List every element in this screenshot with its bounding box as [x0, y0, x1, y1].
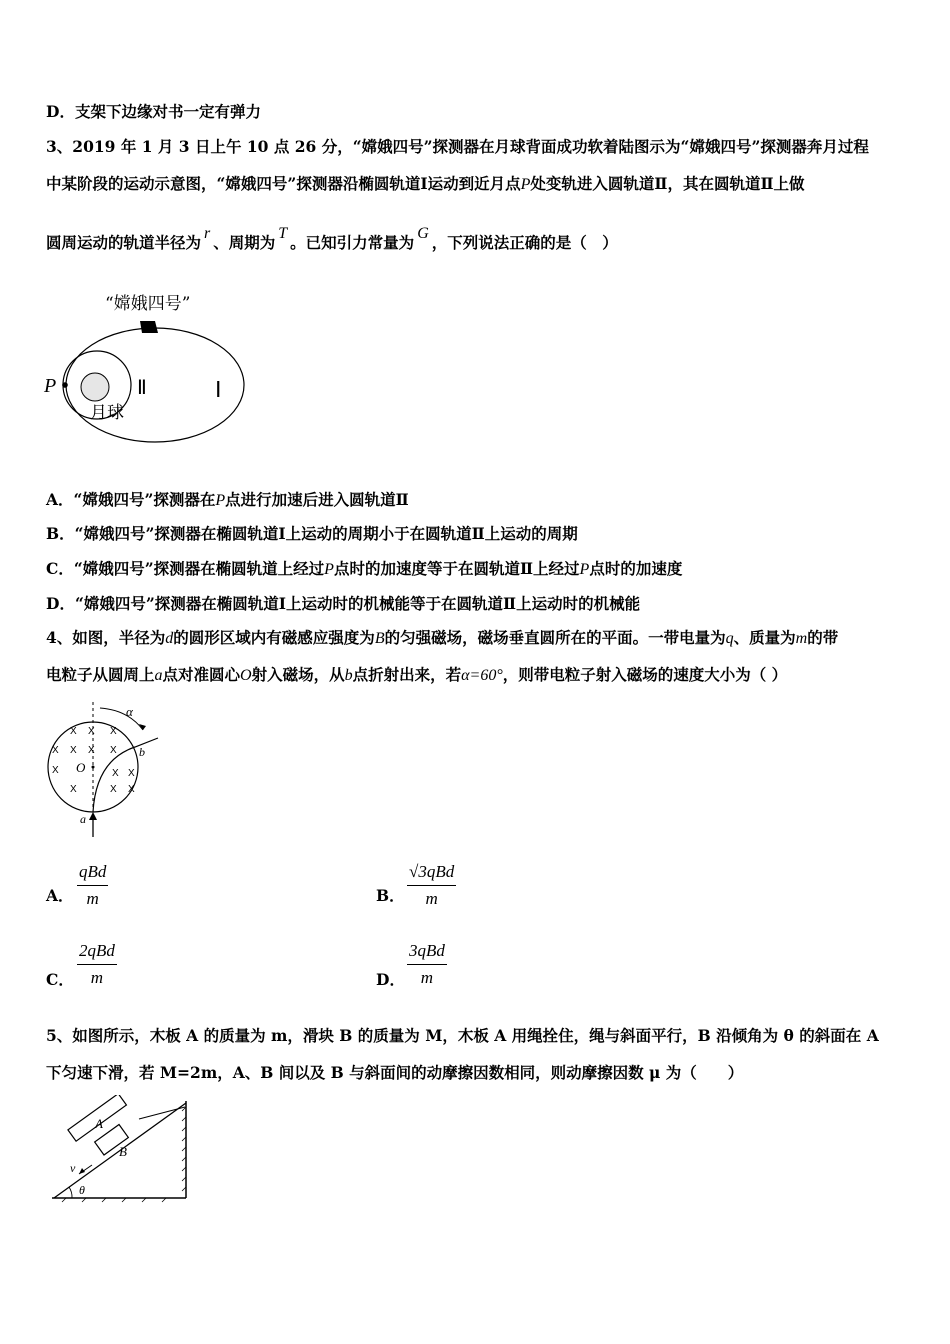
center-dot	[92, 766, 95, 769]
q5-stem-line2: 下匀速下滑，若 M=2m，A、B 间以及 B 与斜面间的动摩擦因数相同，则动摩擦因数 μ 为（ ）	[46, 1063, 744, 1082]
particle-path	[93, 738, 158, 812]
q3-orbit-figure	[40, 285, 260, 460]
var-p: P	[520, 176, 531, 193]
rope-line	[139, 1107, 185, 1119]
point-a-label: a	[80, 812, 86, 826]
theta-label: θ	[79, 1183, 85, 1197]
field-x-mark: X	[52, 765, 59, 776]
field-x-mark: X	[88, 745, 95, 756]
q4-option-a-label: A．	[46, 886, 74, 905]
q4-option-b-label: B．	[376, 886, 405, 905]
var-t: T	[278, 225, 288, 242]
field-x-mark: X	[70, 745, 77, 756]
field-x-mark: X	[70, 784, 77, 795]
q4-stem-line2: 电粒子从圆周上a点对准圆心O射入磁场，从b点折射出来，若α=60°，则带电粒子射入磁场的速度大小为（ ）	[46, 665, 788, 684]
q4-option-d-label: D．	[376, 970, 405, 989]
field-x-mark: X	[112, 768, 119, 779]
alpha-label: α	[126, 704, 133, 719]
q4-option-d-fraction: 3qBd m	[409, 941, 445, 987]
q4-option-c-label: C．	[46, 970, 74, 989]
field-x-mark: X	[110, 726, 117, 737]
q4-field-figure	[40, 700, 170, 840]
alpha-arc	[100, 708, 143, 730]
field-x-mark: X	[88, 726, 95, 737]
orbit-1-label: Ⅰ	[215, 377, 222, 402]
field-x-mark: X	[70, 726, 77, 737]
center-o-label: O	[76, 760, 86, 775]
point-p-dot	[62, 382, 68, 388]
q4-option-c-fraction: 2qBd m	[79, 941, 115, 987]
q3-option-c: C．“嫦娥四号”探测器在椭圆轨道上经过P点时的加速度等于在圆轨道Ⅱ上经过P点时的加速度	[46, 559, 683, 578]
q2-option-d: D．支架下边缘对书一定有弹力	[46, 102, 261, 121]
q5-incline-figure	[46, 1095, 191, 1205]
point-b-label: b	[139, 745, 145, 759]
point-p-label: P	[44, 375, 57, 397]
probe-icon	[140, 321, 158, 333]
q3-option-d: D．“嫦娥四号”探测器在椭圆轨道Ⅰ上运动时的机械能等于在圆轨道Ⅱ上运动时的机械能	[46, 594, 641, 613]
orbit-2-label: Ⅱ	[137, 377, 147, 399]
field-x-mark: X	[110, 745, 117, 756]
var-r: r	[204, 225, 211, 242]
sqrt-symbol: √	[409, 862, 419, 881]
probe-label: “嫦娥四号”	[105, 294, 191, 314]
q4-stem-line1: 4、如图，半径为d的圆形区域内有磁感应强度为B的匀强磁场，磁场垂直圆所在的平面。一带电量为q、质量为m的带	[46, 628, 839, 647]
q3-stem-line1: 3、2019 年 1 月 3 日上午 10 点 26 分，“嫦娥四号”探测器在月球背面成功软着陆图示为“嫦娥四号”探测器奔月过程	[46, 137, 869, 156]
field-x-mark: X	[52, 745, 59, 756]
field-x-mark: X	[110, 784, 117, 795]
field-x-mark: X	[128, 784, 135, 795]
entry-arrow-head	[89, 812, 97, 820]
q3-stem-line2: 中某阶段的运动示意图，“嫦娥四号”探测器沿椭圆轨道Ⅰ运动到近月点P处变轨进入圆轨道Ⅱ，其在圆轨道Ⅱ上做	[46, 174, 805, 193]
velocity-arrow-head	[79, 1168, 85, 1174]
velocity-label: v	[70, 1161, 76, 1175]
moon-label: 月球	[90, 403, 124, 423]
field-x-mark: X	[128, 768, 135, 779]
q3-option-b: B．“嫦娥四号”探测器在椭圆轨道Ⅰ上运动的周期小于在圆轨道Ⅱ上运动的周期	[46, 524, 578, 543]
moon-circle	[81, 373, 109, 401]
q4-option-b-fraction: √3qBd m	[409, 862, 455, 908]
var-g: G	[417, 225, 429, 242]
q3-option-a: A．“嫦娥四号”探测器在P点进行加速后进入圆轨道Ⅱ	[46, 490, 409, 509]
q4-option-a-fraction: qBd m	[79, 862, 107, 908]
field-marks	[52, 726, 135, 795]
board-a-label: A	[95, 1116, 103, 1131]
theta-arc	[69, 1187, 72, 1198]
q3-stem-line3: 圆周运动的轨道半径为 r 、周期为 T 。已知引力常量为 G ，下列说法正确的是（ ）	[46, 225, 618, 252]
block-b-label: B	[119, 1144, 127, 1159]
q5-stem-line1: 5、如图所示，木板 A 的质量为 m，滑块 B 的质量为 M，木板 A 用绳拴住，绳与斜面平行，B 沿倾角为 θ 的斜面在 A	[46, 1026, 879, 1045]
